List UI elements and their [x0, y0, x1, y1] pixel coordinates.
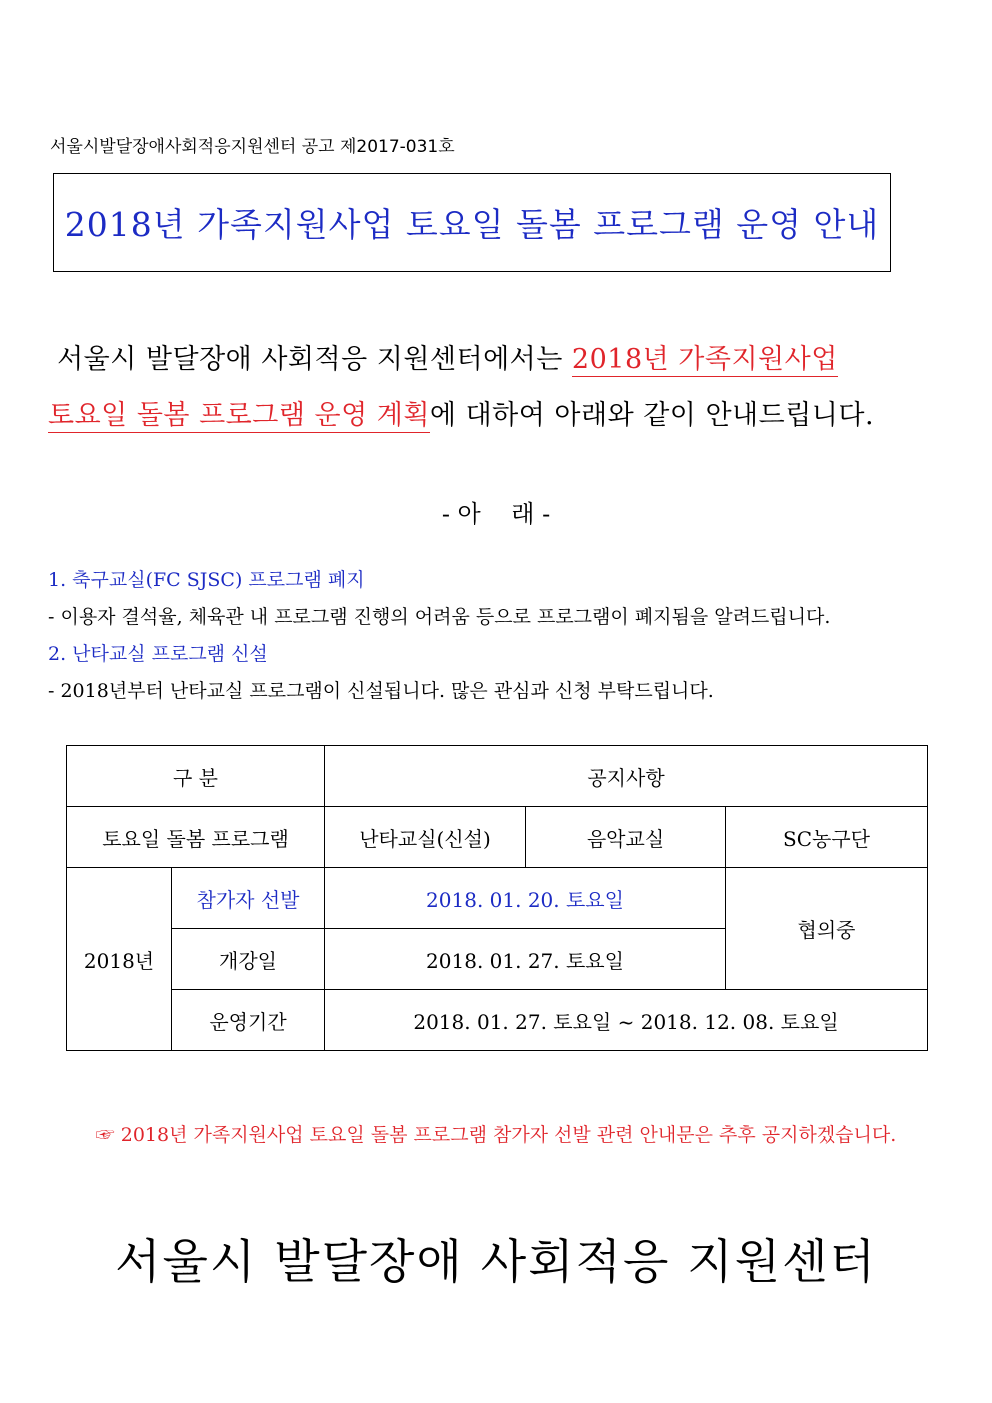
row-label-opening: 개강일: [172, 929, 325, 990]
table-row: [67, 990, 928, 1051]
year-cell: 2018년: [67, 868, 172, 1051]
intro-highlight-2: 토요일 돌봄 프로그램 운영 계획: [48, 400, 430, 431]
program-nanta: 난타교실(신설): [325, 807, 526, 868]
header-category: 구 분: [67, 746, 325, 807]
intro-text-1: 서울시 발달장애 사회적응 지원센터에서는: [57, 344, 572, 375]
program-basketball: SC농구단: [726, 807, 928, 868]
program-music: 음악교실: [526, 807, 726, 868]
are-heading: - 아 래 -: [441, 500, 551, 528]
intro-text-2: 에 대하여 아래와 같이 안내드립니다.: [429, 400, 875, 431]
document-title: 2018년 가족지원사업 토요일 돌봄 프로그램 운영 안내: [64, 205, 880, 244]
notice-list: [48, 562, 830, 710]
notice-number: 서울시발달장애사회적응지원센터 공고 제2017-031호: [50, 137, 455, 157]
intro-line-2: [48, 388, 948, 444]
row-label-period: 운영기간: [172, 990, 325, 1051]
organization-name: 서울시 발달장애 사회적응 지원센터: [115, 1235, 877, 1290]
table-row: [67, 868, 928, 929]
intro-line-1: [48, 332, 948, 388]
intro-paragraph: [48, 332, 948, 444]
intro-highlight-1: 2018년 가족지원사업: [571, 344, 838, 375]
schedule-table: [66, 745, 928, 1051]
header-notice: 공지사항: [325, 746, 928, 807]
item-description: - 2018년부터 난타교실 프로그램이 신설됩니다. 많은 관심과 신청 부탁드립니다.: [48, 680, 714, 702]
row-value-period: 2018. 01. 27. 토요일 ~ 2018. 12. 08. 토요일: [325, 990, 928, 1051]
sc-status: 협의중: [726, 868, 928, 990]
item-heading: 1. 축구교실(FC SJSC) 프로그램 폐지: [48, 569, 365, 591]
row-value-selection: 2018. 01. 20. 토요일: [325, 868, 726, 929]
footnote: ☞ 2018년 가족지원사업 토요일 돌봄 프로그램 참가자 선발 관련 안내문은 추후 공지하겠습니다.: [95, 1124, 897, 1146]
program-label: 토요일 돌봄 프로그램: [67, 807, 325, 868]
table-row: [67, 746, 928, 807]
item-description: - 이용자 결석율, 체육관 내 프로그램 진행의 어려움 등으로 프로그램이 폐지됨을 알려드립니다.: [48, 606, 831, 628]
row-label-selection: 참가자 선발: [172, 868, 325, 929]
row-value-opening: 2018. 01. 27. 토요일: [325, 929, 726, 990]
title-box: [53, 173, 891, 272]
table-row: [67, 807, 928, 868]
item-heading: 2. 난타교실 프로그램 신설: [48, 643, 268, 665]
